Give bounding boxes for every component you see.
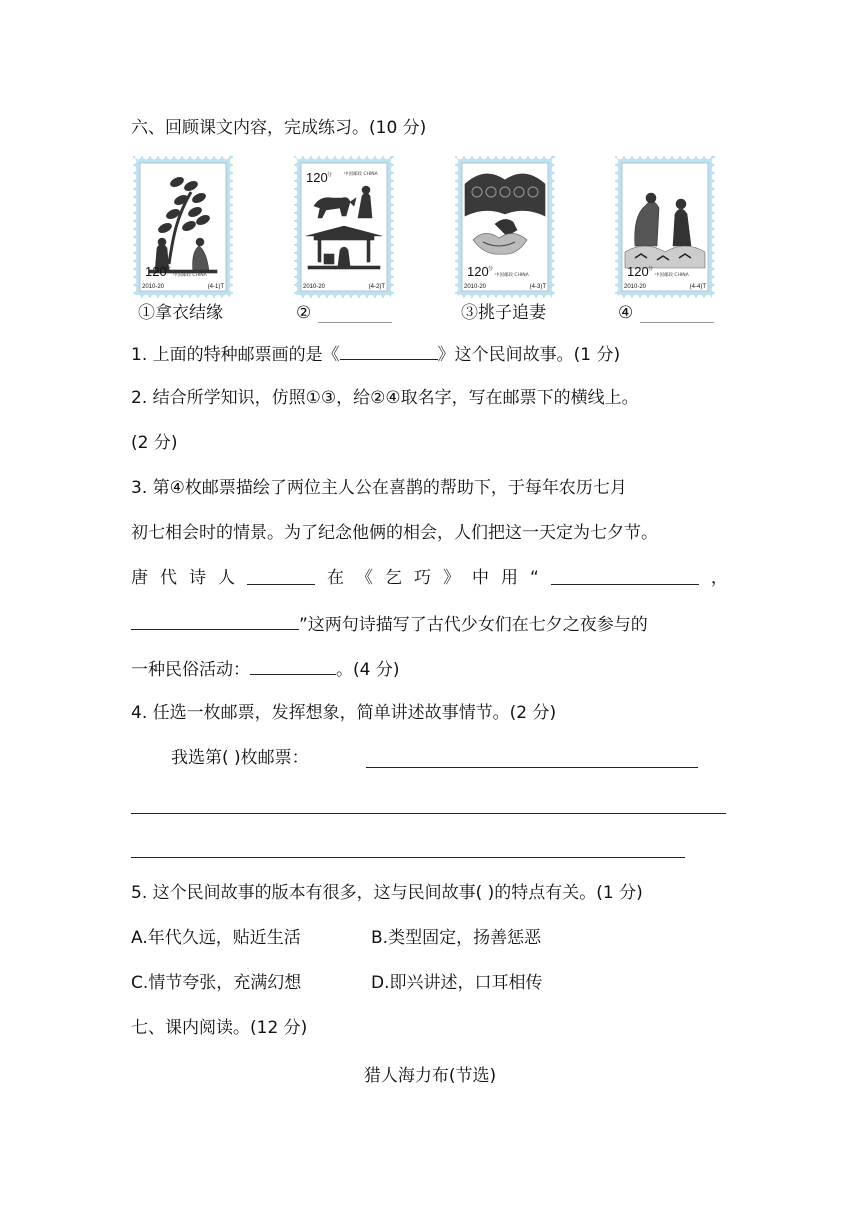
stamp-series: 2010-20 xyxy=(624,284,647,290)
poem-line-1-blank[interactable] xyxy=(551,567,699,585)
stamp-series: 2010-20 xyxy=(303,284,326,290)
stamp-post: 中国邮政 CHINA xyxy=(173,273,207,278)
question-2-line-1: 2. 结合所学知识，仿照①③，给②④取名字，写在邮票下的横线上。 xyxy=(131,388,639,408)
stamp-unit: 分 xyxy=(648,266,654,272)
question-4-prompt: 我选第( )枚邮票： xyxy=(171,748,309,768)
stamp-number: (4-3)T xyxy=(529,284,546,290)
question-3-line-5 xyxy=(131,657,399,681)
question-4-answer-line-2[interactable] xyxy=(131,813,726,814)
stamp-caption-2: ② xyxy=(296,303,312,323)
question-5-title: 5. 这个民间故事的版本有很多，这与民间故事( )的特点有关。(1 分) xyxy=(131,883,643,903)
q3-char: 代 xyxy=(160,568,177,588)
question-3-line-4 xyxy=(131,612,648,636)
stamp-unit: 分 xyxy=(488,266,494,272)
activity-blank[interactable] xyxy=(250,657,336,675)
q3-char: “ xyxy=(530,568,539,588)
question-1 xyxy=(131,342,620,366)
poem-line-2-blank[interactable] xyxy=(131,612,299,630)
stamp-post: 中国邮政 CHINA xyxy=(344,172,378,177)
stamp-unit: 分 xyxy=(166,266,172,272)
question-2-line-2: (2 分) xyxy=(131,433,178,453)
option-c[interactable]: C.情节夸张，充满幻想 xyxy=(131,973,302,993)
stamp-caption-1: ①拿衣结缘 xyxy=(138,303,223,323)
question-3-line-2: 初七相会时的情景。为了纪念他俩的相会，人们把这一天定为七夕节。 xyxy=(131,523,658,543)
question-3-line-1: 3. 第④枚邮票描绘了两位主人公在喜鹊的帮助下，于每年农历七月 xyxy=(131,478,627,498)
question-3-line-5-text-b: 。(4 分) xyxy=(336,660,400,680)
option-b[interactable]: B.类型固定，扬善惩恶 xyxy=(371,928,542,948)
stamp-series: 2010-20 xyxy=(142,284,165,290)
q3-char: 在 xyxy=(327,568,344,588)
stamp-value: 120 xyxy=(467,264,489,279)
stamp-number: (4-4)T xyxy=(689,284,706,290)
question-4-answer-line-3[interactable] xyxy=(131,857,685,858)
q3-char: 乞 xyxy=(385,568,402,588)
option-a[interactable]: A.年代久远，贴近生活 xyxy=(131,928,301,948)
stamp-number: (4-2)T xyxy=(368,284,385,290)
question-1-text-a: 1. 上面的特种邮票画的是《 xyxy=(131,345,340,365)
q3-char: 诗 xyxy=(189,568,206,588)
question-3-line-3 xyxy=(131,567,728,589)
stamp-unit: 分 xyxy=(327,172,333,178)
q3-char: 中 xyxy=(472,568,489,588)
stamp-4 xyxy=(615,156,715,298)
q3-char: 巧 xyxy=(414,568,431,588)
stamp-caption-3: ③挑子追妻 xyxy=(461,303,546,323)
q3-char: 唐 xyxy=(131,568,148,588)
stamp-number: (4-1)T xyxy=(207,284,224,290)
stamp-value: 120 xyxy=(306,170,328,185)
stamp-1 xyxy=(133,156,233,298)
stamp-post: 中国邮政 CHINA xyxy=(655,273,689,278)
stamp-caption-4-blank[interactable] xyxy=(640,322,714,323)
section6-title: 六、回顾课文内容，完成练习。(10 分) xyxy=(131,118,427,138)
q3-char: 用 xyxy=(501,568,518,588)
section7-title: 七、课内阅读。(12 分) xyxy=(131,1018,308,1038)
q3-char: 《 xyxy=(356,568,373,588)
q3-char: 》 xyxy=(443,568,460,588)
question-1-blank[interactable] xyxy=(340,342,438,360)
stamp-value: 120 xyxy=(145,264,167,279)
passage-title: 猎人海力布(节选) xyxy=(363,1066,497,1086)
stamp-caption-2-blank[interactable] xyxy=(318,322,392,323)
stamp-value: 120 xyxy=(627,264,649,279)
question-1-text-b: 》这个民间故事。(1 分) xyxy=(437,345,621,365)
q3-char: 人 xyxy=(218,568,235,588)
question-3-line-4-text: ”这两句诗描写了古代少女们在七夕之夜参与的 xyxy=(299,615,648,635)
stamp-2 xyxy=(294,156,394,298)
poet-blank[interactable] xyxy=(247,567,315,585)
question-4-title: 4. 任选一枚邮票，发挥想象，简单讲述故事情节。(2 分) xyxy=(131,703,557,723)
stamp-post: 中国邮政 CHINA xyxy=(495,273,529,278)
option-d[interactable]: D.即兴讲述，口耳相传 xyxy=(371,973,543,993)
q3-char: ， xyxy=(710,568,728,588)
question-4-answer-line-1[interactable] xyxy=(366,767,698,768)
stamp-caption-4: ④ xyxy=(618,303,634,323)
stamp-3 xyxy=(455,156,555,298)
stamp-series: 2010-20 xyxy=(464,284,487,290)
question-3-line-5-text-a: 一种民俗活动： xyxy=(131,660,250,680)
